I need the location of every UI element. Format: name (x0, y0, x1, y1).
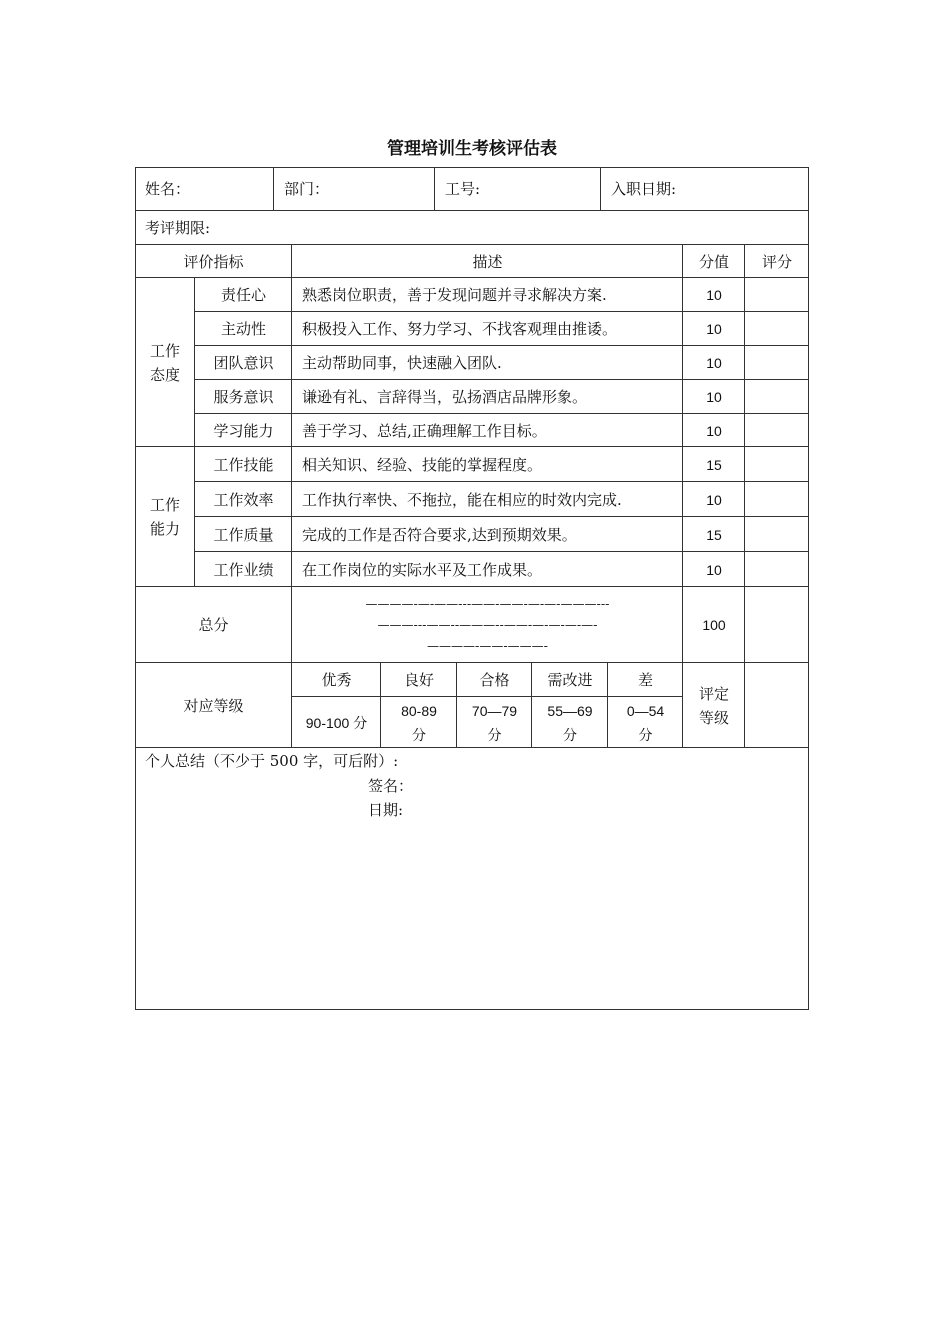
grade-range (380, 696, 457, 748)
item-description: 在工作岗位的实际水平及工作成果。 (291, 551, 683, 587)
group-attitude (135, 277, 195, 447)
grade-range-text: 70—79 分 (471, 702, 518, 743)
item-name: 责任心 (194, 277, 292, 312)
rated-grade-input[interactable] (744, 662, 809, 748)
total-rating-input[interactable] (744, 586, 809, 663)
grade-range (291, 696, 381, 748)
signature-label: 签名： (368, 777, 414, 795)
item-name: 工作业绩 (194, 551, 292, 587)
item-rating-input[interactable] (744, 379, 809, 414)
dash-line: ———---——--———--——-—-—-—-—- (377, 617, 598, 632)
item-description: 熟悉岗位职责，善于发现问题并寻求解决方案. (291, 277, 683, 312)
item-name: 工作技能 (194, 446, 292, 482)
group-attitude-label: 工作态度 (149, 341, 180, 384)
item-name: 学习能力 (194, 413, 292, 447)
item-points: 15 (682, 516, 745, 552)
item-rating-input[interactable] (744, 446, 809, 482)
item-points: 10 (682, 379, 745, 414)
hire-date-label: 入职日期: (611, 180, 677, 198)
grade-name: 合格 (456, 662, 532, 697)
header-points: 分值 (682, 244, 745, 278)
group-ability-label: 工作能力 (149, 496, 180, 538)
item-rating-input[interactable] (744, 345, 809, 380)
item-points: 10 (682, 481, 745, 517)
item-name: 团队意识 (194, 345, 292, 380)
item-points: 10 (682, 345, 745, 380)
total-label: 总分 (135, 586, 292, 663)
item-points: 10 (682, 311, 745, 346)
item-rating-input[interactable] (744, 413, 809, 447)
evaluation-form (135, 167, 809, 1010)
dash-line: ————-——-———- (427, 638, 548, 653)
grade-label: 对应等级 (135, 662, 292, 748)
grade-range (531, 696, 608, 748)
rated-grade-text: 评定等级 (698, 684, 729, 727)
hire-date-field[interactable] (600, 167, 809, 211)
department-field[interactable] (273, 167, 435, 211)
period-label: 考评期限: (145, 219, 211, 237)
item-name: 服务意识 (194, 379, 292, 414)
grade-range-text: 80-89 分 (401, 702, 437, 743)
grade-name: 需改进 (531, 662, 608, 697)
item-rating-input[interactable] (744, 277, 809, 312)
item-name: 工作质量 (194, 516, 292, 552)
header-description: 描述 (291, 244, 683, 278)
total-points: 100 (682, 586, 745, 663)
summary-date-label: 日期: (368, 801, 404, 819)
item-name: 主动性 (194, 311, 292, 346)
item-description: 主动帮助同事，快速融入团队. (291, 345, 683, 380)
item-points: 10 (682, 277, 745, 312)
item-name: 工作效率 (194, 481, 292, 517)
period-field[interactable] (135, 210, 809, 245)
item-points: 15 (682, 446, 745, 482)
grade-name: 良好 (380, 662, 457, 697)
form-title: 管理培训生考核评估表 (387, 139, 557, 159)
grade-range (456, 696, 532, 748)
header-rating: 评分 (744, 244, 809, 278)
item-rating-input[interactable] (744, 311, 809, 346)
summary-area[interactable] (135, 747, 809, 1010)
item-description: 积极投入工作、努力学习、不找客观理由推诿。 (291, 311, 683, 346)
item-description: 工作执行率快、不拖拉，能在相应的时效内完成. (291, 481, 683, 517)
name-label: 姓名： (145, 180, 191, 198)
item-points: 10 (682, 413, 745, 447)
department-label: 部门： (284, 180, 330, 198)
grade-range-text: 55—69 分 (547, 702, 593, 743)
item-rating-input[interactable] (744, 551, 809, 587)
item-description: 完成的工作是否符合要求,达到预期效果。 (291, 516, 683, 552)
dash-line: ————-—-——---——-——-—-—-———--- (365, 596, 610, 611)
summary-label: 个人总结（不少于 500 字，可后附）: (145, 752, 399, 770)
item-description: 谦逊有礼、言辞得当，弘扬酒店品牌形象。 (291, 379, 683, 414)
grade-name: 差 (607, 662, 683, 697)
name-field[interactable] (135, 167, 274, 211)
item-rating-input[interactable] (744, 481, 809, 517)
grade-name: 优秀 (291, 662, 381, 697)
grade-range-text: 0—54 分 (626, 702, 665, 743)
grade-range (607, 696, 683, 748)
grade-range-text: 90-100 分 (305, 714, 368, 731)
rated-grade-label (682, 662, 745, 748)
employee-id-label: 工号: (445, 180, 481, 198)
group-ability (135, 446, 195, 587)
total-dash-area (291, 586, 683, 663)
item-points: 10 (682, 551, 745, 587)
item-description: 相关知识、经验、技能的掌握程度。 (291, 446, 683, 482)
employee-id-field[interactable] (434, 167, 601, 211)
item-rating-input[interactable] (744, 516, 809, 552)
header-indicator: 评价指标 (135, 244, 292, 278)
item-description: 善于学习、总结,正确理解工作目标。 (291, 413, 683, 447)
